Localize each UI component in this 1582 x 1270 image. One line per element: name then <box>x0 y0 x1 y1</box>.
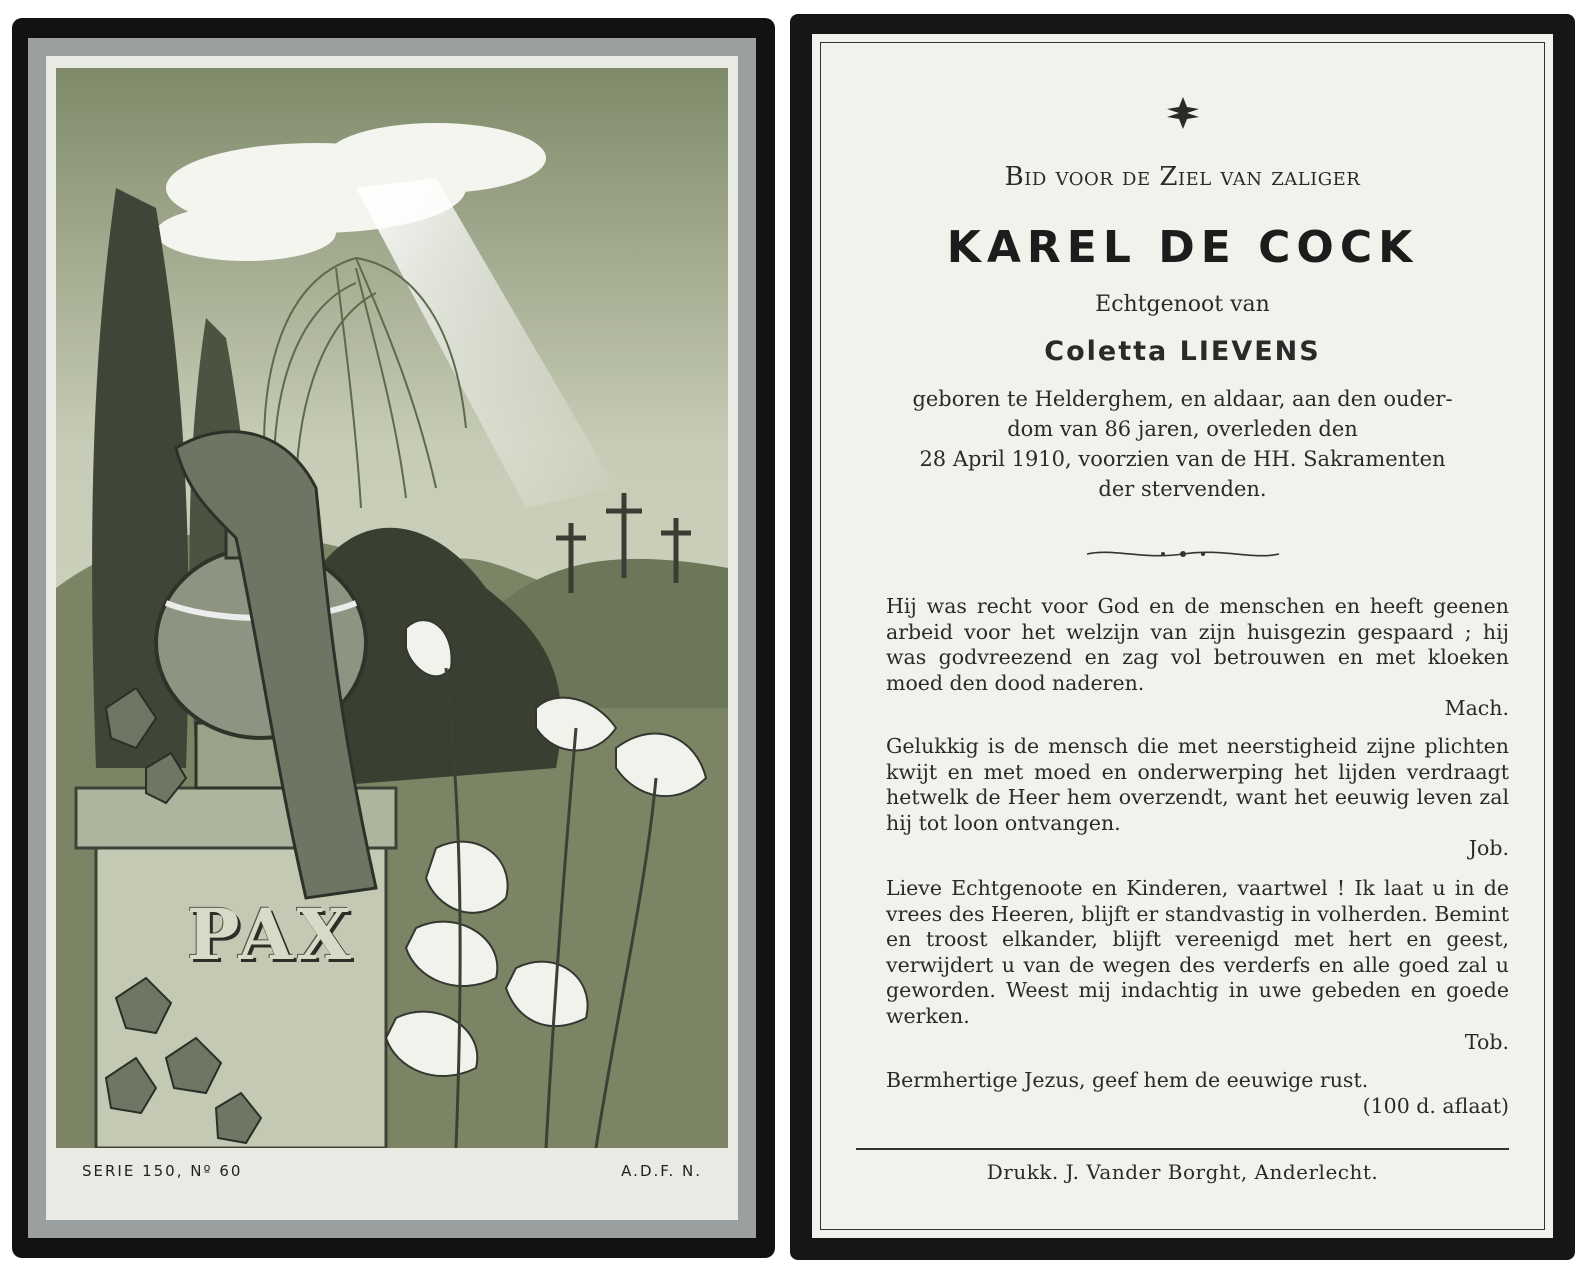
bio-line: 28 April 1910, voorzien van de HH. Sakramenten <box>919 447 1446 471</box>
closing-prayer <box>856 1068 1509 1120</box>
verse-reference: Job. <box>1468 836 1509 861</box>
verse-text: Hij was recht voor God en de menschen en heeft geenen arbeid voor het welzijn van zijn huisgezin gespaard ; hij was godvreezend en zag vol betrouwen en met kloeken moed den dood naderen. <box>886 594 1509 695</box>
memorial-scene <box>56 68 728 1148</box>
spouse-intro: Echtgenoot van <box>1095 292 1270 317</box>
verse-paragraph <box>856 594 1509 722</box>
indulgence-note: (100 d. aflaat) <box>1362 1093 1509 1118</box>
ornament-divider-icon <box>812 546 1553 566</box>
verse-text: Lieve Echtgenoote en Kinderen, vaartwel ! Ik laat u in de vrees des Heeren, blijft er standvastig in volherden. Bemint en troost elkander, blijft vereenigd met hert en geest, verwijdert u van de wegen des verderfs en alle goed zal u geworden. Weest mij indachtig in uwe gebeden en goede werken. <box>886 876 1509 1028</box>
text-card <box>790 14 1575 1260</box>
prayer-line: Bid voor de Ziel van zaliger <box>1004 162 1361 192</box>
cross-icon <box>812 96 1553 134</box>
deceased-name: KAREL DE COCK <box>946 222 1419 273</box>
printer-credit: Drukk. J. Vander Borght, Anderlecht. <box>986 1160 1379 1184</box>
bio-line: geboren te Helderghem, en aldaar, aan den ouder- <box>912 387 1453 411</box>
bio-line: der stervenden. <box>1098 477 1267 501</box>
card-paper <box>812 34 1553 1238</box>
memorial-illustration <box>56 68 728 1148</box>
illustration-card <box>12 18 775 1258</box>
biography <box>856 384 1509 504</box>
silver-frame <box>28 38 756 1238</box>
verse-paragraph <box>856 876 1509 1056</box>
verse-text: Bermhertige Jezus, geef hem de eeuwige rust. <box>886 1068 1369 1092</box>
bottom-divider <box>856 1148 1509 1150</box>
verse-text: Gelukkig is de mensch die met neerstigheid zijne plichten kwijt en met moed en onderwerping het lijden verdraagt hetwelk de Heer hem overzendt, want het eeuwig leven zal hij tot loon ontvangen. <box>886 734 1509 835</box>
bio-line: dom van 86 jaren, overleden den <box>1007 417 1358 441</box>
pax-emblem: PAX <box>186 893 356 976</box>
verse-reference: Mach. <box>1444 696 1509 721</box>
series-label: SERIE 150, Nº 60 <box>82 1162 243 1180</box>
spouse-name: Coletta LIEVENS <box>1044 336 1321 367</box>
publisher-mark: A.D.F. N. <box>621 1162 702 1180</box>
card-inner <box>46 56 738 1220</box>
verse-paragraph <box>856 734 1509 862</box>
verse-reference: Tob. <box>1464 1029 1509 1054</box>
